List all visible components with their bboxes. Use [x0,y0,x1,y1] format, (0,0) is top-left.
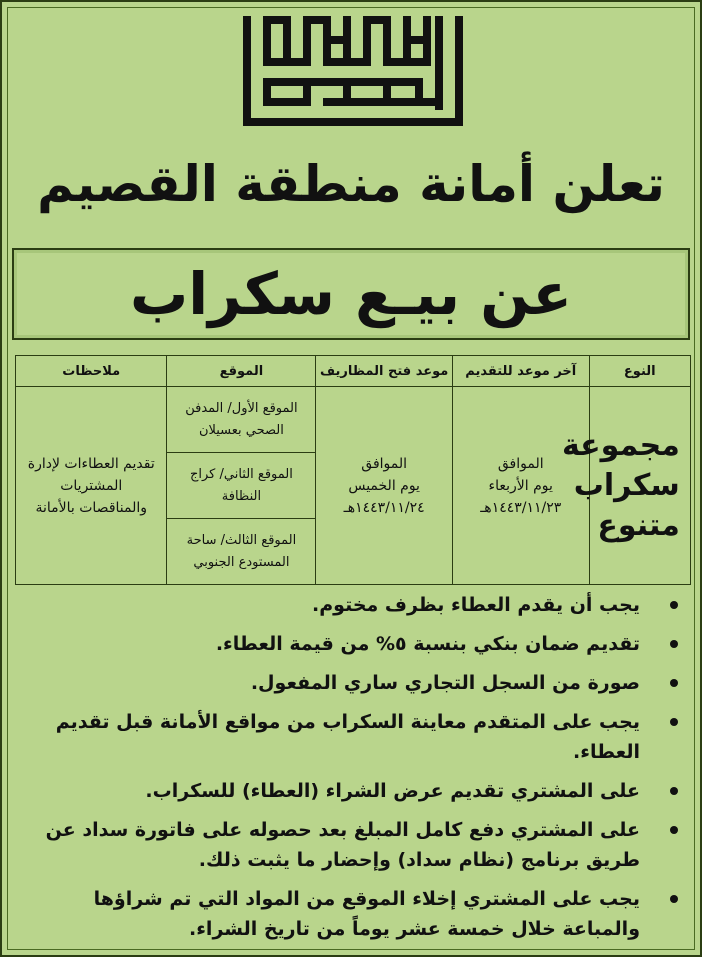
bullet-icon [670,601,678,609]
announcement-title: تعلن أمانة منطقة القصيم [37,155,665,213]
notes-value: تقديم العطاءات لإدارة المشتريات والمناقصات بالأمانة [27,455,155,516]
table-row [16,387,691,453]
deadline-day: يوم الأربعاء [488,477,553,494]
condition-text: يجب أن يقدم العطاء بظرف مختوم. [312,594,640,616]
col-notes: ملاحظات [16,356,167,387]
condition-text: على المشتري تقديم عرض الشراء (العطاء) للسكراب. [145,780,640,802]
location-3: الموقع الثالث/ ساحة المستودع الجنوبي [167,519,316,585]
list-item [16,668,692,698]
bullet-icon [670,640,678,648]
list-item [16,884,692,944]
location-2: الموقع الثاني/ كراج النظافة [167,453,316,519]
notes-cell [16,387,167,585]
list-item [16,815,692,875]
condition-text: تقديم ضمان بنكي بنسبة ٥% من قيمة العطاء. [215,633,640,655]
condition-text: على المشتري دفع كامل المبلغ بعد حصوله على فاتورة سداد عن طريق برنامج (نظام سداد) وإحضار ما يثبت ذلك. [45,819,640,871]
col-location: الموقع [167,356,316,387]
col-type: النوع [589,356,690,387]
bullet-icon [670,718,678,726]
bullet-icon [670,679,678,687]
list-item [16,629,692,659]
list-item [16,590,692,620]
list-item [16,707,692,767]
deadline-label: الموافق [497,455,544,472]
opening-label: الموافق [361,455,408,472]
table-header-row [16,356,691,387]
condition-text: يجب على المشتري إخلاء الموقع من المواد التي تم شراؤها والمباعة خلال خمسة عشر يوماً من تاريخ الشراء. [93,888,640,940]
deadline-date: ١٤٤٣/١١/٢٣هـ [480,499,562,516]
type-value: مجموعة سكراب متنوع [561,427,680,543]
conditions-list [16,590,692,953]
opening-cell [316,387,453,585]
condition-text: صورة من السجل التجاري ساري المفعول. [250,672,640,694]
type-cell [561,387,690,585]
deadline-cell [452,387,589,585]
location-1: الموقع الأول/ المدفن الصحي بعسيلان [167,387,316,453]
col-deadline: آخر موعد للتقديم [452,356,589,387]
list-item [16,776,692,806]
subtitle-box [12,248,690,340]
bullet-icon [670,787,678,795]
qassim-municipality-logo [239,12,467,130]
tender-table [15,355,691,585]
bullet-icon [670,895,678,903]
opening-date: ١٤٤٣/١١/٢٤هـ [343,499,425,516]
condition-text: يجب على المتقدم معاينة السكراب من مواقع الأمانة قبل تقديم العطاء. [55,711,640,763]
bullet-icon [670,826,678,834]
opening-day: يوم الخميس [348,477,420,494]
col-opening: موعد فتح المظاريف [316,356,453,387]
announcement-subtitle: عن بيـع سكراب [129,260,573,328]
